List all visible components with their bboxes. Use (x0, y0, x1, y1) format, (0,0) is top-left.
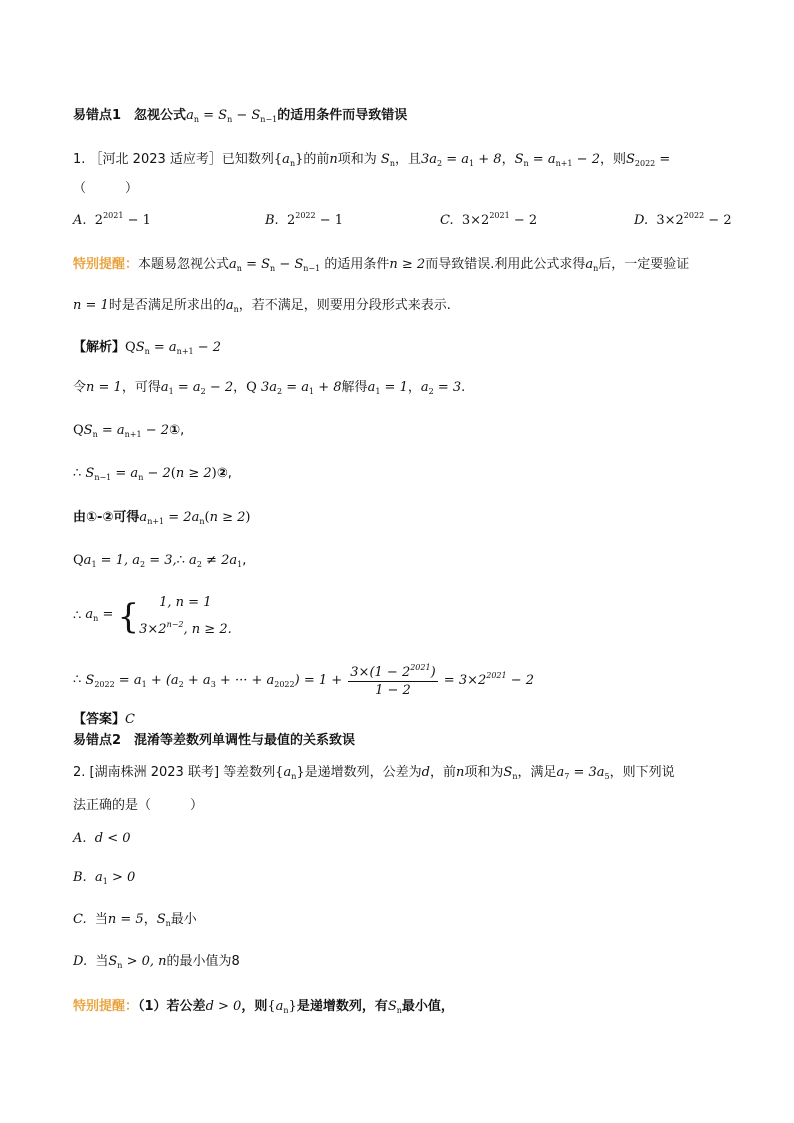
section2-title: 易错点2 混淆等差数列单调性与最值的关系致误 (73, 733, 356, 748)
tip2-label: 特别提醒： (73, 999, 139, 1014)
q1-option-a[interactable]: A. $2^{2021} - 1$ (73, 211, 151, 228)
q1-option-b[interactable]: B. $2^{2022} - 1$ (265, 211, 344, 228)
solution-line6: $Qa_1 = 1$, $a_2$ = 3,∴ $a_2 \ne 2a_1$, (73, 553, 247, 569)
q2-option-a[interactable]: A. d < 0 (73, 831, 131, 846)
solution-line4: ∴ $S_{n-1} = a_n - 2(n$ ≥ 2)②, (73, 466, 232, 482)
answer-line (73, 710, 135, 730)
section1-title: 易错点1 忽视公式$a_n = S_n - S_{n-1}$的适用条件而导致错误 (73, 108, 408, 124)
q2-option-d[interactable]: D. 当$S_n > 0$, n的最小值为8 (73, 954, 240, 970)
q1-option-c[interactable]: C. $3\times 2^{2021} - 2$ (440, 211, 538, 228)
solution-line7: ∴ $a_n$ = { 1, n = 1 $3\times 2^{n-2}$, n ≥ 2. (73, 595, 232, 637)
solution-line2: 令n = 1，可得$a_1 = a_2 - 2$，Q $3a_2 = a_1 + 8$解得$a_1 = 1$，$a_2 = 3$. (73, 380, 466, 396)
solution-line8: ∴ $S_{2022} = a_1 + (a_2 + a_3$ + ··· + $a_{2022}) = 1$ + $\frac{3\times(1 - 2^{2021})}{1 - 2}$ = $3\times 2^{2021} - 2$ (73, 660, 534, 700)
solution-line5: 由①-②可得$a_{n+1} = 2a_n(n \ge 2)$ (73, 510, 251, 526)
tip1-line1: 特别提醒：本题易忽视公式$a_n = S_n - S_{n-1}$ 的适用条件n ≥ 2而导致错误.利用此公式求得$a_n$后，一定要验证 (73, 257, 690, 273)
q1-stem: 1. ［河北 2023 适应考］已知数列$\{a_n\}$的前n项和为 $S_n$，且$3a_2 = a_1 + 8$，$S_n = a_{n+1} - 2$，则$S_{2022}$ = (73, 152, 671, 168)
solution-label: 【解析】 (73, 340, 126, 355)
q1-paren: （ ） (73, 181, 139, 196)
solution-line1: 【解析】$QS_n = a_{n+1} - 2$ (73, 340, 222, 356)
tip2-line1: 特别提醒：（1）若公差d > 0，则$\{a_n\}$是递增数列，有$S_n$最小值， (73, 999, 454, 1015)
section1-label: 易错点1 (73, 108, 122, 123)
q2-stem-line2: 法正确的是（ ） (73, 798, 204, 813)
answer-label: 【答案】 (73, 712, 126, 727)
q2-option-b[interactable]: B. $a_1 > 0$ (73, 870, 136, 886)
tip1-line2: n = 1时是否满足所求出的$a_n$，若不满足，则要用分段形式来表示. (73, 298, 451, 314)
section2-label: 易错点2 (73, 733, 122, 748)
solution-line3: $QS_n = a_{n+1}$ − 2①, (73, 423, 185, 439)
answer-value: C (125, 712, 135, 727)
q1-option-d[interactable]: D. $3\times 2^{2022} - 2$ (634, 211, 732, 228)
tip1-label: 特别提醒： (73, 257, 139, 272)
q2-option-c[interactable]: C. 当n = 5，$S_n$最小 (73, 912, 197, 928)
q2-stem-line1: 2. [湖南株洲 2023 联考] 等差数列$\{a_n\}$是递增数列，公差为d，前n项和为$S_n$，满足$a_7 = 3a_5$，则下列说 (73, 765, 675, 781)
